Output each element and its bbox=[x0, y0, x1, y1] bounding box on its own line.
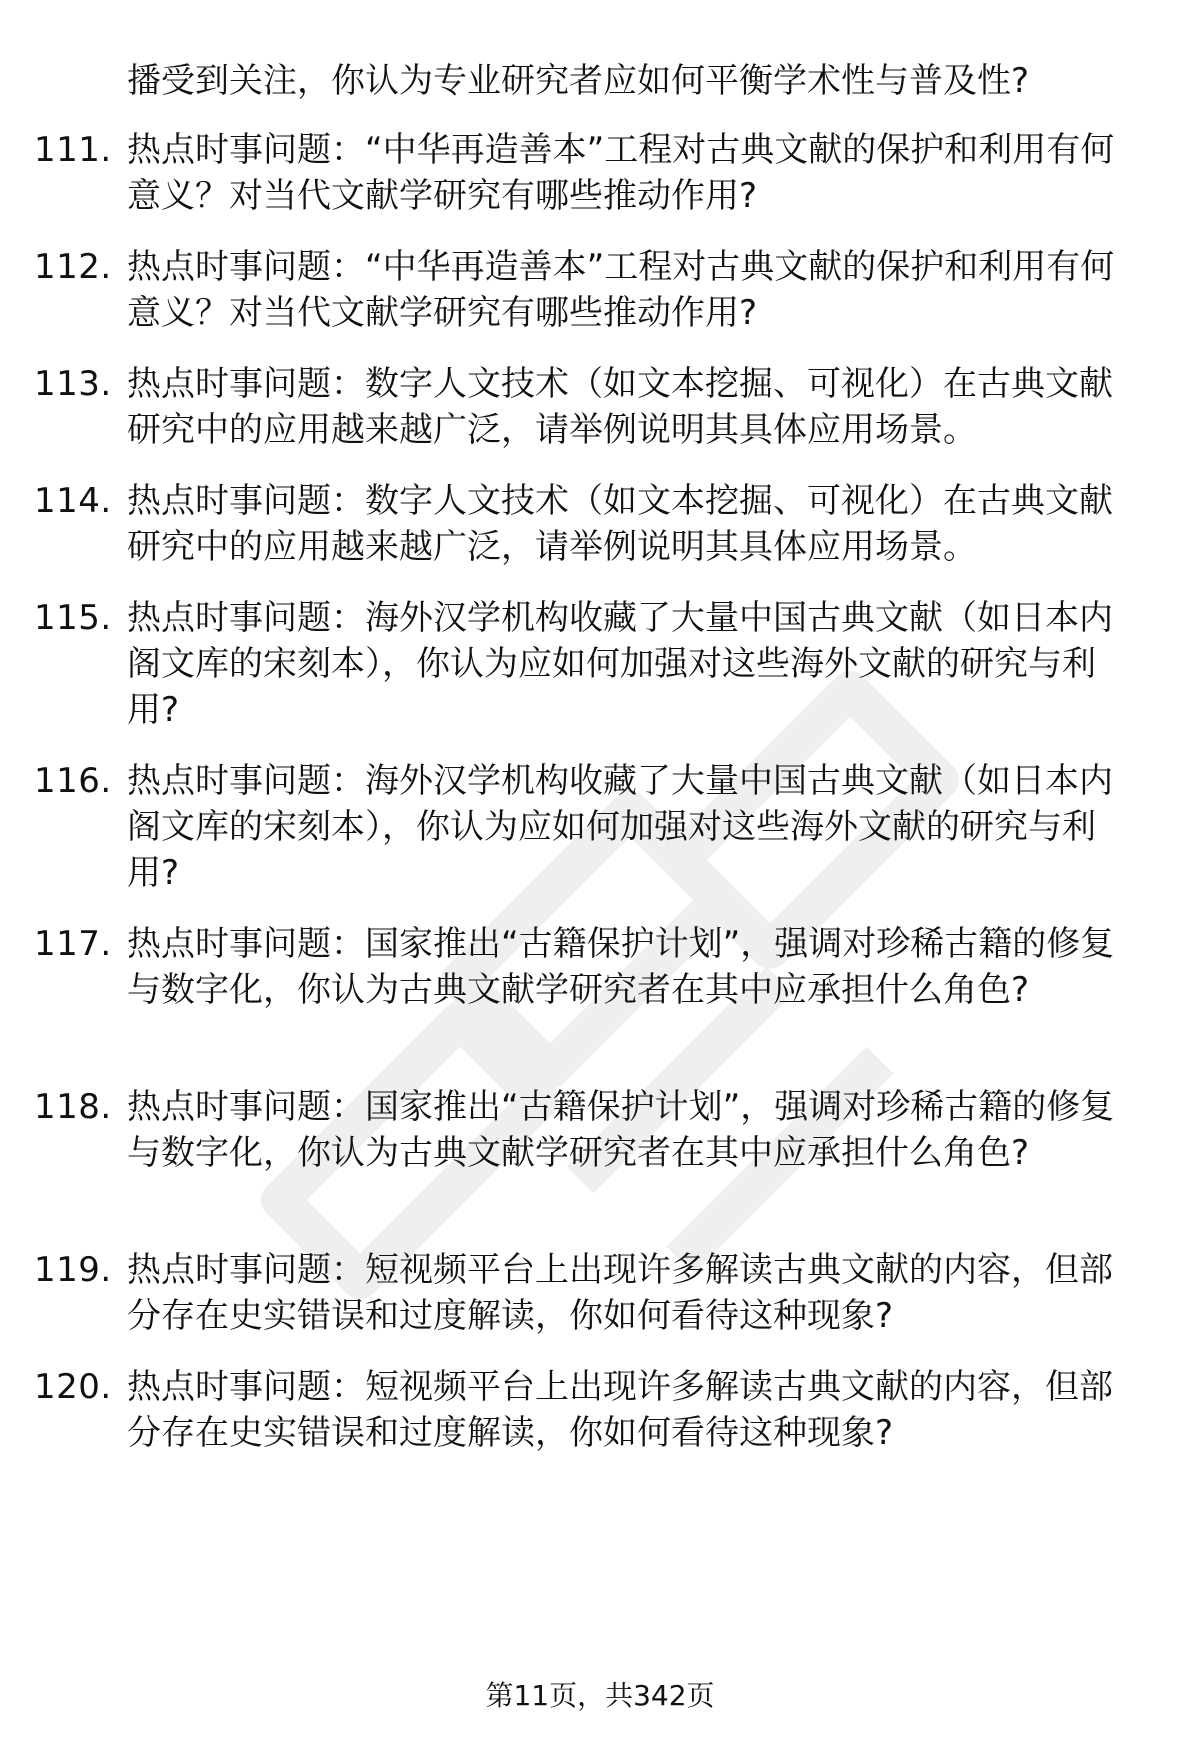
question-number: 115. bbox=[34, 598, 112, 638]
question-number: 120. bbox=[34, 1367, 112, 1407]
question-text: 热点时事问题：“中华再造善本”工程对古典文献的保护和利用有何意义？对当代文献学研究有哪些推动作用? bbox=[127, 247, 1115, 333]
question-number: 118. bbox=[34, 1087, 112, 1127]
continuation-text: 播受到关注，你认为专业研究者应如何平衡学术性与普及性? bbox=[127, 61, 1030, 101]
question-number: 113. bbox=[34, 364, 112, 404]
question-text: 热点时事问题：数字人文技术（如文本挖掘、可视化）在古典文献研究中的应用越来越广泛，请举例说明其具体应用场景。 bbox=[127, 481, 1113, 567]
question-text: 热点时事问题：海外汉学机构收藏了大量中国古典文献（如日本内阁文库的宋刻本），你认为应如何加强对这些海外文献的研究与利用? bbox=[127, 761, 1113, 893]
question-text: 热点时事问题：短视频平台上出现许多解读古典文献的内容，但部分存在史实错误和过度解读，你如何看待这种现象? bbox=[127, 1367, 1113, 1453]
question-text: 热点时事问题：数字人文技术（如文本挖掘、可视化）在古典文献研究中的应用越来越广泛，请举例说明其具体应用场景。 bbox=[127, 364, 1113, 450]
question-number: 111. bbox=[34, 130, 112, 170]
question-text: 热点时事问题：海外汉学机构收藏了大量中国古典文献（如日本内阁文库的宋刻本），你认为应如何加强对这些海外文献的研究与利用? bbox=[127, 598, 1113, 730]
question-number: 114. bbox=[34, 481, 112, 521]
page-footer: 第11页，共342页 bbox=[485, 1679, 715, 1712]
question-text: 热点时事问题：国家推出“古籍保护计划”，强调对珍稀古籍的修复与数字化，你认为古典文献学研究者在其中应承担什么角色? bbox=[127, 1087, 1115, 1173]
question-number: 117. bbox=[34, 924, 112, 964]
question-text: 热点时事问题：短视频平台上出现许多解读古典文献的内容，但部分存在史实错误和过度解读，你如何看待这种现象? bbox=[127, 1250, 1113, 1336]
question-text: 热点时事问题：“中华再造善本”工程对古典文献的保护和利用有何意义？对当代文献学研究有哪些推动作用? bbox=[127, 130, 1115, 216]
question-number: 119. bbox=[34, 1250, 112, 1290]
question-number: 116. bbox=[34, 761, 112, 801]
question-number: 112. bbox=[34, 247, 112, 287]
question-text: 热点时事问题：国家推出“古籍保护计划”，强调对珍稀古籍的修复与数字化，你认为古典文献学研究者在其中应承担什么角色? bbox=[127, 924, 1115, 1010]
